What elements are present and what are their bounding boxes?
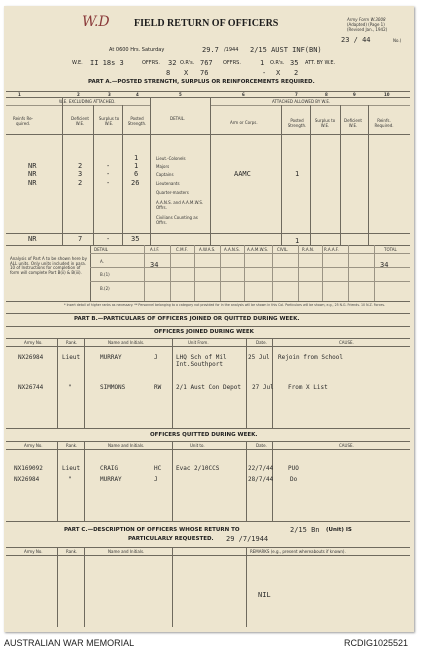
return-number: 23 / 44 [341, 36, 371, 44]
jh-date: Date. [256, 340, 267, 345]
form-number: Army Form W.3008 [347, 17, 386, 22]
total-reinfs: NR [28, 235, 37, 243]
joined-2-date: 27 Jul [252, 384, 274, 391]
joined-2-rank: " [68, 384, 72, 391]
ors-label: O.R's. [180, 60, 195, 66]
hdr-posted: Posted Strength. [127, 116, 147, 126]
hdr-att-deficient: Deficient W.E. [344, 118, 362, 128]
we-value: II 18s 3 [90, 59, 124, 67]
quitted-1-army-no: NX169092 [14, 465, 43, 472]
joined-1-name: MURRAY [100, 354, 122, 361]
jh-rank: Rank. [66, 340, 78, 345]
quitted-2-rank: " [68, 476, 72, 483]
col-number-7: 7 [295, 92, 298, 97]
posted-captains: 6 [134, 170, 139, 178]
surplus-captains: - [106, 170, 111, 178]
analysis-total-a: 34 [380, 261, 389, 269]
unit-name: 2/15 AUST INF(BN) [250, 46, 322, 54]
col-number-8: 8 [325, 92, 328, 97]
an-row-a: A. [100, 259, 104, 264]
offrs-row2: 8 [166, 69, 171, 77]
surplus-majors: - [106, 162, 111, 170]
part-b-title: PART B.—PARTICULARS OF OFFICERS JOINED OR QUITTED DURING WEEK. [74, 316, 300, 322]
ch-rank: Rank. [66, 549, 78, 554]
reinfs-lieutenants: NR [28, 179, 37, 187]
form-sheet [4, 6, 414, 632]
joined-1-unit: LHQ Sch of Mil Int.Southport [176, 354, 227, 368]
at-line-label: At 0600 Hrs. Saturday [109, 47, 165, 53]
ors-row2: 76 [200, 69, 209, 77]
x-mark-1: X [184, 69, 189, 77]
an-hdr-awas: A.W.A.S. [199, 247, 216, 252]
qh-name: Name and Initials. [108, 443, 145, 448]
rank-lieutenants: Lieutenants [156, 181, 180, 186]
reinfs-captains: NR [28, 170, 37, 178]
joined-1-initials: J [154, 354, 158, 361]
joined-1-army-no: NX26984 [18, 354, 44, 361]
part-c-unit: 2/15 Bn [290, 526, 320, 534]
analysis-text: Analysis of Part A to be shown here by ALL units. Only units included in para. 10 of Instructions for completion of form will complete Part B(ii) & B(iii). [10, 256, 87, 275]
quitted-1-cause: PUO [288, 465, 299, 472]
col-number-3: 3 [108, 92, 111, 97]
hdr-att-reinfs: Reinfs. Required. [374, 118, 394, 128]
quitted-1-date: 22/7/44 [248, 465, 274, 472]
hdr-reinfs: Reinfs Re-quired. [13, 116, 33, 126]
jh-name: Name and Initials. [108, 340, 145, 345]
footer-id: RCDIG1025521 [344, 638, 409, 648]
form-revised: (Revised Jan., 1942) [347, 27, 388, 32]
an-hdr-cmf: C.M.F. [176, 247, 188, 252]
return-date: 29.7 [202, 46, 219, 54]
attached-allowed: ATTACHED ALLOWED BY W.E. [272, 99, 331, 104]
form-adapted: (Adapted) (Page 1) [347, 22, 385, 27]
joined-1-cause: Rejoin from School [278, 354, 344, 361]
footnote: * Insert detail of higher ranks as necessary. ** Personnel belonging to a category not provided for in the analysis will be shown in this Col. Particulars will be shown, e.g., 25 N.G. Friends. 10 N.Z. Forces. [64, 303, 385, 307]
ors2-value: 35 [290, 59, 299, 67]
joined-1-date: 25 Jul [248, 354, 270, 361]
qh-army-no: Army No. [24, 443, 43, 448]
form-title: FIELD RETURN OF OFFICERS [134, 18, 279, 29]
part-c-date: 29 /7/1944 [226, 535, 269, 543]
hdr-surplus: Surplus to W.E. [98, 116, 120, 126]
deficient-lieutenants: 2 [78, 179, 83, 187]
hdr-deficient: Deficient W.E. [71, 116, 89, 126]
offrs-value: 32 [168, 59, 177, 67]
quitted-1-rank: Lieut [62, 465, 81, 472]
quitted-2-name: MURRAY [100, 476, 122, 483]
qh-date: Date. [256, 443, 267, 448]
rank-qm: Quarter-masters [156, 190, 189, 195]
ors2-label: O.R's. [270, 60, 285, 66]
col-number-9: 9 [353, 92, 356, 97]
part-c-requested: PARTICULARLY REQUESTED. [128, 536, 214, 542]
jh-unit: Unit From. [188, 340, 209, 345]
joined-2-cause: From X List [288, 384, 328, 391]
we-excl-attached: W.E. EXCLUDING ATTACHED. [59, 99, 116, 104]
hdr-att-surplus: Surplus to W.E. [314, 118, 336, 128]
qh-rank: Rank. [66, 443, 78, 448]
qh-unit: Unit to. [190, 443, 205, 448]
an-hdr-aif: A.I.F. [150, 247, 160, 252]
reinfs-majors: NR [28, 162, 37, 170]
analysis-aif-a: 34 [150, 261, 159, 269]
ors2-row2: 2 [294, 69, 299, 77]
col-number-5: 5 [179, 92, 182, 97]
col-number-2: 2 [77, 92, 80, 97]
posted-majors: 1 [134, 162, 139, 170]
surplus-lieutenants: - [106, 179, 111, 187]
joined-title: OFFICERS JOINED DURING WEEK [154, 329, 254, 335]
part-c-unit-suffix: (Unit) IS [326, 527, 352, 533]
an-row-b1: B.(1) [100, 272, 110, 277]
an-row-b2: B.(2) [100, 286, 110, 291]
quitted-2-initials: J [154, 476, 158, 483]
col-number-10: 10 [384, 92, 390, 97]
quitted-1-name: CRAIG [100, 465, 119, 472]
quitted-2-army-no: NX26984 [14, 476, 40, 483]
joined-1-rank: Lieut [62, 354, 81, 361]
hdr-detail: DETAIL. [170, 116, 186, 121]
col-number-1: 1 [18, 92, 21, 97]
x-mark-2: X [276, 69, 281, 77]
attached-posted: 1 [295, 170, 300, 178]
quitted-2-date: 28/7/44 [248, 476, 274, 483]
return-number-label: No.) [393, 38, 402, 43]
part-c-title: PART C.—DESCRIPTION OF OFFICERS WHOSE RETURN TO [64, 527, 240, 533]
an-hdr-raaf: R.A.A.F. [324, 247, 339, 252]
joined-2-army-no: NX26744 [18, 384, 44, 391]
total-posted: 35 [131, 235, 140, 243]
posted-lieutenants: 26 [131, 179, 140, 187]
qh-cause: CAUSE. [339, 443, 354, 448]
ors-value: 767 [200, 59, 213, 67]
rank-civilians: Civilians Counting as Offrs. [156, 215, 198, 225]
total-deficient: 7 [78, 235, 83, 243]
attached-arm: AAMC [234, 170, 251, 178]
att-by-we-label: ATT. BY W.E. [305, 60, 336, 66]
footer-source: AUSTRALIAN WAR MEMORIAL [4, 638, 135, 648]
offrs2-row2: - [262, 69, 267, 77]
deficient-captains: 3 [78, 170, 83, 178]
deficient-majors: 2 [78, 162, 83, 170]
rank-majors: Majors [156, 164, 170, 169]
offrs-label: OFFRS. [142, 60, 160, 66]
rank-captains: Captains [156, 172, 174, 177]
joined-2-initials: RW [154, 384, 162, 391]
joined-2-name: SIMMONS [100, 384, 126, 391]
an-hdr-ran: R.A.N. [302, 247, 315, 252]
jh-army-no: Army No. [24, 340, 43, 345]
jh-cause: CAUSE. [339, 340, 354, 345]
offrs2-label: OFFRS. [223, 60, 241, 66]
joined-2-unit: 2/1 Aust Con Depot [176, 384, 242, 391]
col-number-6: 6 [242, 92, 245, 97]
posted-ltcol: 1 [134, 154, 139, 162]
an-hdr-aans: A.A.N.S. [224, 247, 240, 252]
an-hdr-aamws: A.A.M.W.S. [247, 247, 269, 252]
ch-name: Name and Initials. [108, 549, 145, 554]
part-c-remarks-value: NIL [258, 591, 271, 599]
we-label: W.E. [72, 60, 83, 66]
rank-ltcol: Lieut.-Colonels [156, 156, 186, 161]
return-year: /1944 [224, 47, 239, 53]
ch-remarks: REMARKS (e.g., present whereabouts if known). [250, 549, 346, 554]
part-a-title: PART A.—POSTED STRENGTH, SURPLUS OR REINFORCEMENTS REQUIRED. [88, 79, 315, 85]
hdr-arm-corps: Arm or Corps. [230, 120, 258, 125]
ch-army-no: Army No. [24, 549, 43, 554]
offrs2-value: 1 [260, 59, 265, 67]
rank-aans: A.A.N.S. and A.A.M.W.S. Offrs. [156, 200, 204, 210]
col-number-4: 4 [136, 92, 139, 97]
handwritten-mark: W.D [82, 14, 110, 30]
quitted-1-unit: Evac 2/10CCS [176, 465, 220, 472]
total-surplus: - [106, 235, 111, 243]
quitted-1-initials: HC [154, 465, 162, 472]
quitted-title: OFFICERS QUITTED DURING WEEK. [150, 432, 258, 438]
an-hdr-total: TOTAL [384, 247, 397, 252]
hdr-att-posted: Posted Strength. [287, 118, 307, 128]
an-hdr-civil: CIVIL. [277, 247, 289, 252]
quitted-2-cause: Do [290, 476, 298, 483]
an-hdr-detail: DETAIL [94, 247, 108, 252]
total-attached: 1 [295, 237, 300, 245]
